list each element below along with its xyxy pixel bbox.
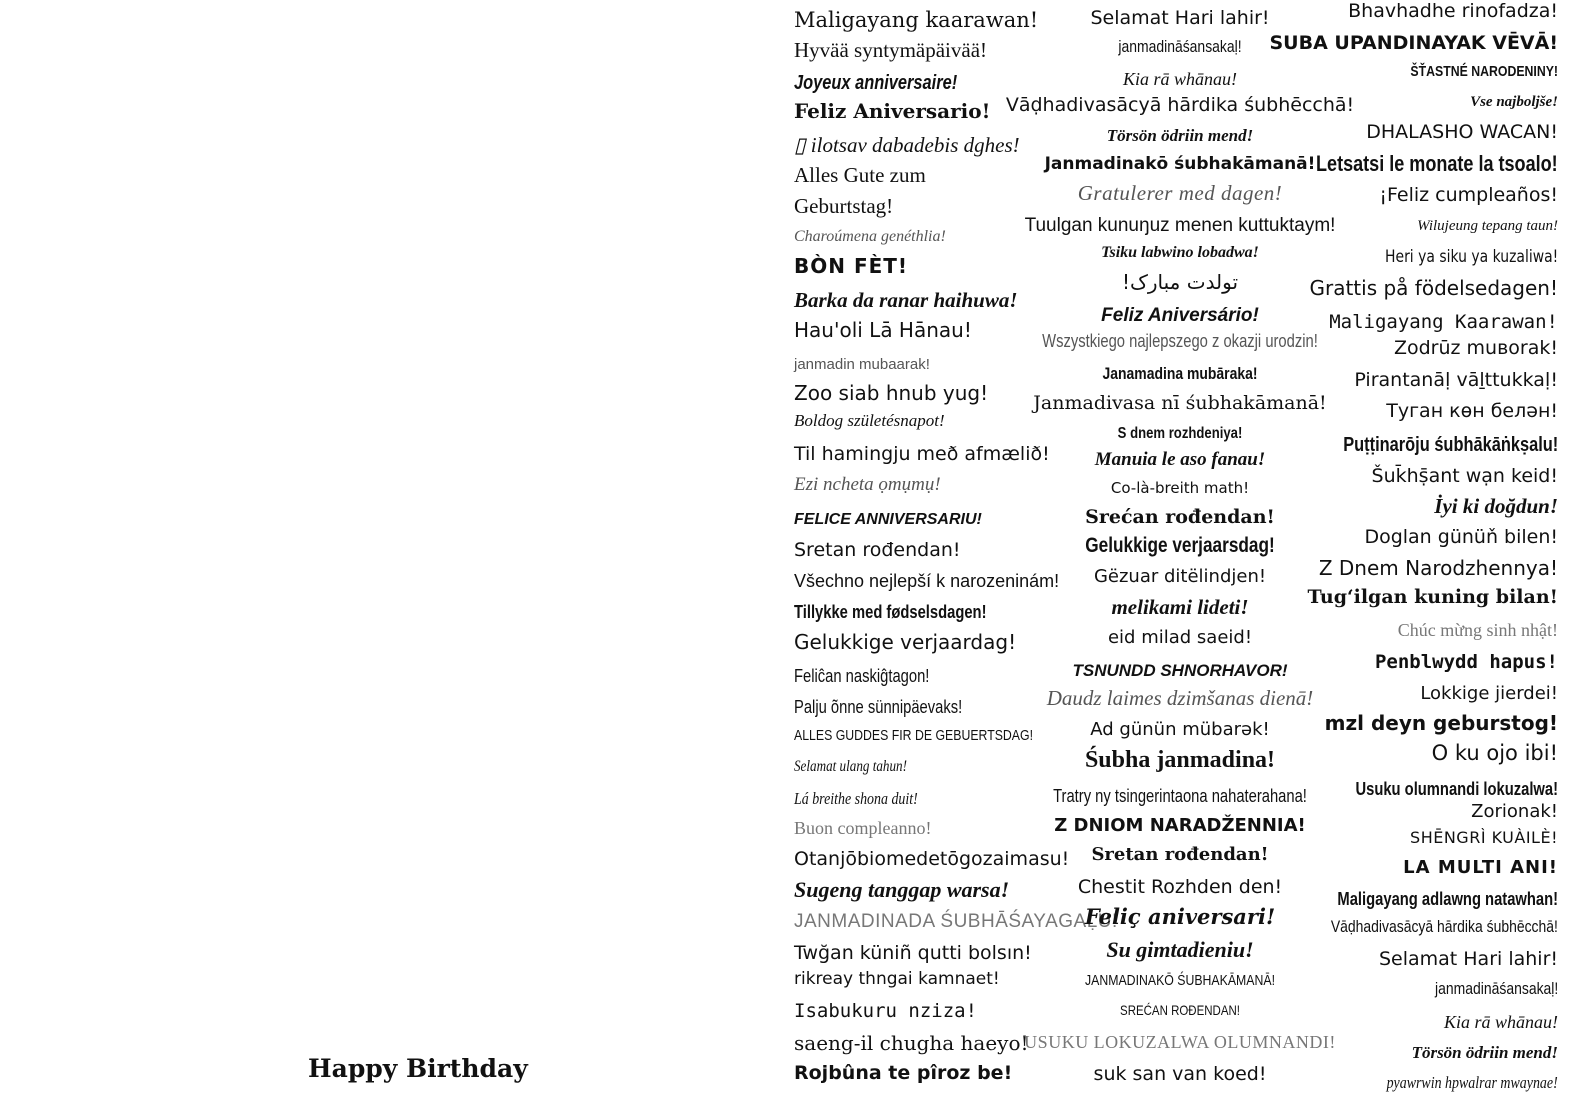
greeting-right-33: Kia rā whānau! xyxy=(1443,1012,1558,1032)
greeting-right-32: janmadināśansakaḷ! xyxy=(1434,979,1558,998)
greeting-middle-4: Törsön ödriin mend! xyxy=(1106,126,1254,145)
greeting-right-7: Wilujeung tepang taun! xyxy=(1417,218,1558,234)
greeting-right-20: Chúc mừng sinh nhật! xyxy=(1397,620,1558,640)
greeting-left-15: Ezi ncheta ọmụmụ! xyxy=(794,474,941,495)
greeting-middle-27: Z DNIOM NARADŽENNIA! xyxy=(1054,815,1306,836)
greeting-middle-6: Gratulerer med dagen! xyxy=(1077,181,1283,205)
greeting-middle-1: janmadināśansakaḷ! xyxy=(1118,37,1242,56)
greeting-right-28: LA MULTI ANI! xyxy=(1403,857,1558,878)
greeting-middle-33: SREĆAN ROĐENDAN! xyxy=(1120,1002,1240,1018)
greeting-left-31: rikreay thngai kamnaet! xyxy=(794,969,1000,989)
greeting-left-34: Rojbûna te pîroz be! xyxy=(794,1062,1013,1084)
greeting-right-30: Vāḍhadivasācyā hārdika śubhēcchā! xyxy=(1330,917,1558,936)
greeting-left-20: Gelukkige verjaardag! xyxy=(794,630,1017,654)
greeting-right-9: Grattis på födelsedagen! xyxy=(1309,276,1558,300)
greeting-middle-3: Vāḍhadivasācyā hārdika śubhēcchā! xyxy=(1005,94,1355,116)
greetings-panel xyxy=(794,0,1588,1112)
greeting-middle-5: Janmadinakō śubhakāmanā! xyxy=(1044,154,1316,174)
greeting-right-31: Selamat Hari lahir! xyxy=(1378,948,1558,970)
greeting-right-2: ŠŤASTNÉ NARODENINY! xyxy=(1410,63,1558,80)
greeting-middle-34: USUKU LOKUZALWA OLUMNANDI! xyxy=(1024,1032,1336,1052)
greeting-right-23: mzl deyn geburstog! xyxy=(1324,711,1558,735)
greeting-right-14: Puṭṭinarōju śubhākāṅkṣalu! xyxy=(1342,434,1558,456)
greeting-middle-28: Sretan rođendan! xyxy=(1091,844,1269,865)
greeting-right-11: Zodrūz muвorak! xyxy=(1393,337,1558,359)
greeting-right-1: SUBA UPANDINAYAK VĒVĀ! xyxy=(1269,32,1558,54)
greeting-middle-7: Tuulgan kunuŋuz menen kuttuktaym! xyxy=(1024,215,1336,236)
greeting-right-35: pyawrwin hpwalrar mwaynae! xyxy=(1386,1073,1558,1092)
card-title: Happy Birthday xyxy=(308,1054,528,1083)
greeting-right-12: Pirantanāḷ vāḻttukkaḷ! xyxy=(1354,369,1558,391)
greeting-left-32: Isabukuru nziza! xyxy=(794,1000,978,1022)
greeting-right-15: Šuk̄hṣ̄ant wạn keid! xyxy=(1371,465,1558,487)
greeting-right-6: ¡Feliz cumpleaños! xyxy=(1379,184,1558,206)
greeting-middle-24: Ad günün mübarək! xyxy=(1090,719,1270,740)
greeting-left-14: Til hamingju með afmælið! xyxy=(794,443,1050,465)
greeting-middle-0: Selamat Hari lahir! xyxy=(1090,7,1270,29)
greeting-middle-11: Wszystkiego najlepszego z okazji urodzin! xyxy=(1042,331,1318,351)
greeting-right-16: İyi ki doğdun! xyxy=(1434,494,1558,518)
greeting-middle-9: !تولدت مبارک xyxy=(1121,270,1239,294)
greeting-right-27: SHĒNGRÌ KUÀILÈ! xyxy=(1410,828,1558,847)
greeting-right-3: Vse najboljše! xyxy=(1470,94,1558,110)
greeting-middle-23: Daudz laimes dzimšanas dienā! xyxy=(1046,686,1314,710)
greeting-middle-26: Tratry ny tsingerintaona nahaterahana! xyxy=(1053,786,1307,806)
greeting-middle-29: Chestit Rozhden den! xyxy=(1077,876,1283,898)
greeting-left-11: janmadin mubaarak! xyxy=(794,356,930,373)
greeting-left-0: Maligayang kaarawan! xyxy=(794,8,1039,32)
greeting-right-17: Doglan günüň bilen! xyxy=(1364,526,1558,548)
greeting-left-7: Charoúmena genéthlia! xyxy=(794,228,946,245)
greeting-left-2: Joyeux anniversaire! xyxy=(794,72,958,94)
greeting-right-8: Heri ya siku ya kuzaliwa! xyxy=(1384,247,1558,267)
greeting-right-25: Usuku olumnandi lokuzalwa! xyxy=(1355,779,1558,799)
greeting-middle-20: melikami lideti! xyxy=(1111,595,1249,619)
greeting-left-1: Hyvää syntymäpäivää! xyxy=(794,38,988,62)
greeting-middle-14: S dnem rozhdeniya! xyxy=(1117,425,1243,442)
greeting-left-22: Palju õnne sünnipäevaks! xyxy=(794,697,963,717)
greeting-middle-12: Janamadina mubāraka! xyxy=(1102,364,1258,383)
greeting-right-26: Zorionak! xyxy=(1471,801,1558,822)
greeting-middle-25: Śubha janmadina! xyxy=(1084,747,1276,773)
greeting-middle-32: JANMADINAKŌ ŚUBHAKĀMANĀ! xyxy=(1084,972,1276,989)
greeting-middle-10: Feliz Aniversário! xyxy=(1101,305,1259,326)
greeting-right-5: Letsatsi le monate la tsoalo! xyxy=(1316,151,1558,176)
greeting-right-21: Penblwydd hapus! xyxy=(1374,651,1558,673)
greeting-middle-13: Janmadivasa nī śubhakāmanā! xyxy=(1033,392,1327,414)
greeting-left-23: ALLES GUDDES FIR DE GEBUERTSDAG! xyxy=(794,727,1034,744)
greeting-left-6: Geburtstag! xyxy=(794,194,894,218)
greeting-right-19: Tugʻilgan kuning bilan! xyxy=(1307,586,1558,608)
greeting-left-5: Alles Gute zum xyxy=(794,163,926,187)
greeting-middle-21: eid milad saeid! xyxy=(1107,627,1253,648)
greeting-middle-19: Gëzuar ditëlindjen! xyxy=(1093,566,1267,587)
greeting-right-22: Lokkige jierdei! xyxy=(1420,683,1558,704)
greeting-right-13: Туган көн белән! xyxy=(1386,400,1558,422)
greeting-left-4: ▯ ilotsav dabadebis dghes! xyxy=(794,133,1020,157)
greeting-left-18: Všechno nejlepší k narozeninám! xyxy=(794,571,1060,591)
greeting-right-24: O ku ojo ibi! xyxy=(1431,741,1558,765)
greeting-right-10: Maligayang Kaarawan! xyxy=(1329,311,1558,333)
greeting-middle-17: Srećan rođendan! xyxy=(1085,506,1275,528)
greeting-middle-22: TSNUNDD SHNORHAVOR! xyxy=(1072,661,1288,680)
greeting-right-34: Törsön ödriin mend! xyxy=(1411,1043,1558,1062)
greeting-left-29: JANMADINADA ŚUBHĀŚAYAGAḶU! xyxy=(794,911,1118,932)
greeting-right-29: Maligayang adlawng natawhan! xyxy=(1337,889,1558,909)
greeting-middle-2: Kia rā whānau! xyxy=(1122,69,1238,89)
greeting-left-26: Buon compleanno! xyxy=(794,818,932,838)
greeting-right-18: Z Dnem Narodzhennya! xyxy=(1318,556,1558,580)
greeting-middle-16: Co-là-breith math! xyxy=(1110,479,1250,497)
greeting-left-19: Tillykke med fødselsdagen! xyxy=(794,602,987,622)
greeting-right-0: Bhavhadhe rinofadza! xyxy=(1348,0,1558,22)
greeting-middle-18: Gelukkige verjaarsdag! xyxy=(1085,534,1275,557)
greeting-middle-35: suk san van koed! xyxy=(1093,1063,1267,1085)
greeting-left-21: Feliĉan naskiĝtagon! xyxy=(794,666,930,686)
greeting-left-10: Hau'oli Lā Hānau! xyxy=(794,318,972,342)
greeting-middle-8: Tsiku labwino lobadwa! xyxy=(1101,244,1259,261)
greeting-left-17: Sretan rođendan! xyxy=(794,539,961,561)
greeting-left-12: Zoo siab hnub yug! xyxy=(794,381,989,405)
greeting-left-28: Sugeng tanggap warsa! xyxy=(794,877,1010,902)
greeting-left-27: Otanjōbiomedetōgozaimasu! xyxy=(794,848,1070,870)
greeting-left-33: saeng-il chugha haeyo! xyxy=(794,1031,1029,1055)
greeting-left-24: Selamat ulang tahun! xyxy=(794,758,907,775)
greeting-left-30: Twğan küniñ qutti bolsın! xyxy=(794,942,1032,964)
greeting-left-9: Barka da ranar haihuwa! xyxy=(794,288,1018,312)
greeting-middle-30: Feliç aniversari! xyxy=(1084,904,1276,929)
greeting-left-13: Boldog születésnapot! xyxy=(794,411,945,430)
greeting-left-3: Feliz Aniversario! xyxy=(794,99,991,123)
greeting-left-16: FELICE ANNIVERSARIU! xyxy=(794,511,982,528)
greeting-left-8: BÒN FÈT! xyxy=(794,254,909,278)
greeting-left-25: Lá breithe shona duit! xyxy=(794,789,918,808)
greeting-middle-31: Su gimtadieniu! xyxy=(1106,937,1254,962)
greeting-middle-15: Manuia le aso fanau! xyxy=(1094,449,1266,470)
greeting-right-4: DHALASHO WACAN! xyxy=(1366,121,1558,143)
